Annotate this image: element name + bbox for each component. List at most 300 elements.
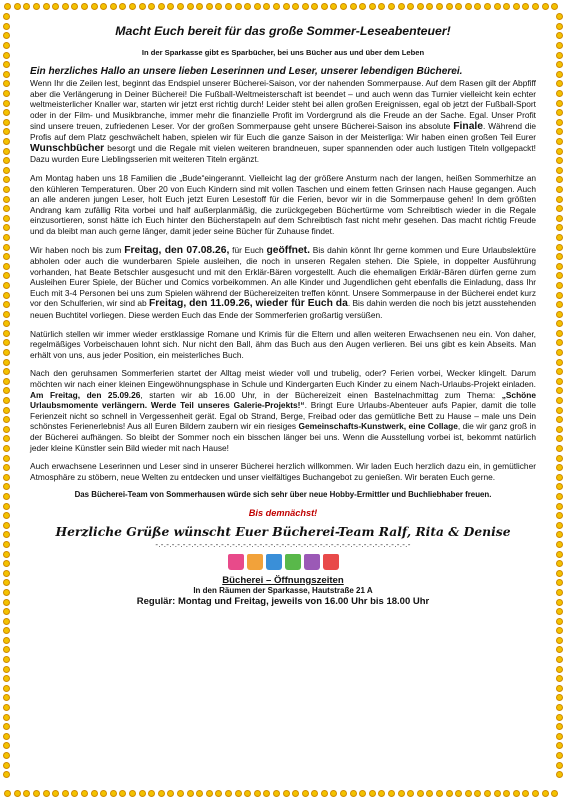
border-dot	[302, 790, 309, 797]
border-dot	[551, 790, 558, 797]
border-dot	[398, 790, 405, 797]
border-dot	[436, 3, 443, 10]
border-dot	[3, 752, 10, 759]
border-dot	[3, 186, 10, 193]
border-dot	[556, 723, 563, 730]
border-dot	[556, 292, 563, 299]
border-dot	[235, 3, 242, 10]
text: . Während die Profis auf dem Platz geschwächelt haben, spielen wir für Euch die ganze Saison in der Meisterliga: Wir haben einen großen Teil Eurer	[30, 120, 537, 143]
border-dot	[4, 790, 11, 797]
border-dot	[3, 71, 10, 78]
border-dot	[556, 599, 563, 606]
border-dot	[311, 790, 318, 797]
border-dot	[556, 445, 563, 452]
border-dot	[167, 3, 174, 10]
border-dot	[330, 790, 337, 797]
border-dot	[513, 3, 520, 10]
border-dot	[417, 3, 424, 10]
border-dot	[3, 13, 10, 20]
border-dot	[196, 790, 203, 797]
border-dot	[3, 656, 10, 663]
border-dot	[292, 790, 299, 797]
border-dot	[556, 464, 563, 471]
border-dot	[556, 186, 563, 193]
border-dot	[556, 512, 563, 519]
border-dot	[556, 311, 563, 318]
date-reopening: Freitag, den 11.09.26, wieder für Euch da	[148, 298, 348, 310]
border-dot	[3, 445, 10, 452]
border-dot	[3, 224, 10, 231]
border-dot	[556, 253, 563, 260]
border-dot	[33, 790, 40, 797]
border-dot	[556, 474, 563, 481]
border-dot	[556, 493, 563, 500]
border-dot	[3, 52, 10, 59]
border-dot	[455, 3, 462, 10]
border-dot	[4, 3, 11, 10]
text: für Euch	[229, 244, 267, 255]
border-dot	[556, 666, 563, 673]
border-dot	[91, 3, 98, 10]
border-dot	[148, 790, 155, 797]
border-dot	[556, 714, 563, 721]
border-dot	[3, 205, 10, 212]
border-dot	[556, 282, 563, 289]
border-dot	[556, 742, 563, 749]
border-dot	[378, 790, 385, 797]
border-dot	[446, 3, 453, 10]
border-dot	[542, 790, 549, 797]
border-dot	[215, 3, 222, 10]
border-dot	[3, 61, 10, 68]
border-dot	[556, 579, 563, 586]
book-icon	[266, 554, 282, 570]
border-dot	[3, 426, 10, 433]
border-dot	[455, 790, 462, 797]
border-dot	[3, 723, 10, 730]
border-dot	[3, 32, 10, 39]
book-row-icon	[30, 554, 536, 572]
text: , die wir ganz groß in der Bücherei aufhängen. So bleibt der Sommer noch ein bisschen länger bei uns. Wenn die Ausstellung vorbei ist, bekommt natürlich jeder kleine Künstler sein Bild wieder mit nach Hause!	[30, 421, 536, 453]
border-dot	[62, 3, 69, 10]
border-dot	[321, 790, 328, 797]
border-dot	[158, 3, 165, 10]
border-dot	[3, 714, 10, 721]
border-dot	[263, 790, 270, 797]
border-dot	[3, 646, 10, 653]
project-title: „Schöne Urlaubsmomente verlängern. Werde Teil unseres Galerie-Projekts!“	[30, 389, 536, 411]
border-dot	[283, 790, 290, 797]
paragraph-monday: Am Montag haben uns 18 Familien die „Bude“eingerannt. Vielleicht lag der größere Ansturm nach der langen, heißen Sommerhitze an den kühleren Temperaturen. Über 20 von Euch Kindern sind mit vollen Taschen und einem fetten Grinsen nach Hause gegangen. Auch an alle anderen jungen Leser, holt Euch jetzt Euren Lesestoff für die Ferien, bevor wir in die Sommerpause gehen! In dem größten Andrang kam zufällig Rita vorbei und half außerplanmäßig, die zurückgegeben Büchertürme vom Schreibtisch wieder in die Regale einzusortieren, sonst hätte ich Euch hinter den Bücherstapeln auf dem Schreibtisch fast nicht mehr gesehen. Das macht richtig Freude und da bleibt man auch gerne länger, damit jeder seine Bücher für Zuhause findet.	[30, 172, 536, 236]
border-dot	[436, 790, 443, 797]
border-dot	[556, 752, 563, 759]
border-dot	[556, 378, 563, 385]
border-dot	[225, 790, 232, 797]
border-dot	[556, 205, 563, 212]
border-dot	[3, 234, 10, 241]
border-bottom	[3, 790, 559, 797]
border-dot	[556, 416, 563, 423]
book-icon	[285, 554, 301, 570]
border-dot	[119, 3, 126, 10]
border-dot	[3, 694, 10, 701]
border-dot	[14, 790, 21, 797]
border-dot	[556, 42, 563, 49]
border-dot	[3, 742, 10, 749]
border-dot	[187, 790, 194, 797]
border-dot	[474, 790, 481, 797]
border-dot	[388, 3, 395, 10]
hours-regular: Regulär: Montag und Freitag, jeweils von 16.00 Uhr bis 18.00 Uhr	[136, 596, 430, 608]
border-dot	[3, 704, 10, 711]
border-dot	[3, 666, 10, 673]
border-dot	[129, 790, 136, 797]
border-dot	[91, 790, 98, 797]
border-dot	[350, 3, 357, 10]
border-dot	[100, 3, 107, 10]
border-dot	[556, 618, 563, 625]
border-dot	[378, 3, 385, 10]
border-dot	[81, 3, 88, 10]
border-dot	[3, 455, 10, 462]
border-dot	[3, 397, 10, 404]
border-dot	[23, 3, 30, 10]
text-wunschbuecher: Wunschbücher	[30, 142, 105, 154]
border-dot	[3, 733, 10, 740]
border-dot	[556, 704, 563, 711]
border-dot	[407, 790, 414, 797]
border-dot	[3, 551, 10, 558]
border-dot	[3, 244, 10, 251]
border-dot	[3, 196, 10, 203]
border-dot	[23, 790, 30, 797]
border-dot	[446, 790, 453, 797]
border-dot	[3, 320, 10, 327]
border-dot	[177, 3, 184, 10]
border-dot	[254, 790, 261, 797]
border-dot	[196, 3, 203, 10]
border-dot	[556, 90, 563, 97]
border-dot	[3, 368, 10, 375]
border-dot	[556, 397, 563, 404]
border-dot	[3, 675, 10, 682]
text: . Bis dahin werden die noch bis jetzt ausstehenden neuen Buchtitel vorliegen. Diese werden Euch das Ende der Sommerferien großartig versüßen.	[30, 298, 537, 321]
border-dot	[3, 42, 10, 49]
border-dot	[556, 771, 563, 778]
border-dot	[556, 244, 563, 251]
border-dot	[556, 551, 563, 558]
hours-location: In den Räumen der Sparkasse, Hautstraße 21 A	[193, 586, 373, 596]
border-dot	[359, 790, 366, 797]
newsletter-content	[30, 22, 536, 608]
border-dot	[556, 196, 563, 203]
border-dot	[3, 637, 10, 644]
border-dot	[556, 503, 563, 510]
border-dot	[3, 282, 10, 289]
border-dot	[3, 138, 10, 145]
border-dot	[215, 790, 222, 797]
border-dot	[100, 790, 107, 797]
date-craft: Am Freitag, den 25.09.26	[30, 389, 141, 400]
border-dot	[263, 3, 270, 10]
border-dot	[110, 790, 117, 797]
border-dot	[3, 560, 10, 567]
border-dot	[359, 3, 366, 10]
border-dot	[139, 3, 146, 10]
border-dot	[3, 253, 10, 260]
paragraph-open-dates	[30, 245, 536, 321]
border-dot	[3, 339, 10, 346]
border-dot	[556, 522, 563, 529]
border-dot	[556, 733, 563, 740]
border-dot	[81, 790, 88, 797]
border-dot	[556, 387, 563, 394]
border-dot	[340, 3, 347, 10]
border-dot	[556, 234, 563, 241]
border-dot	[556, 263, 563, 270]
border-dot	[551, 3, 558, 10]
border-dot	[3, 23, 10, 30]
border-dot	[14, 3, 21, 10]
border-dot	[556, 138, 563, 145]
border-dot	[33, 3, 40, 10]
border-dot	[3, 579, 10, 586]
border-dot	[556, 61, 563, 68]
border-dot	[3, 762, 10, 769]
border-dot	[513, 790, 520, 797]
book-icon	[323, 554, 339, 570]
border-dot	[311, 3, 318, 10]
border-dot	[556, 176, 563, 183]
text: besorgt und die Regale mit vielen weiteren brandneuen, super spannenden oder auch lustigen Titeln vollgepackt! Dazu wurden Eure Lieblingsserien mit weiteren Titeln ergänzt.	[30, 142, 536, 165]
border-dot	[556, 52, 563, 59]
border-dot	[3, 128, 10, 135]
border-dot	[556, 531, 563, 538]
border-dot	[3, 167, 10, 174]
border-dot	[556, 148, 563, 155]
border-dot	[542, 3, 549, 10]
border-dot	[556, 608, 563, 615]
border-dot	[556, 407, 563, 414]
border-dot	[465, 3, 472, 10]
border-dot	[503, 3, 510, 10]
book-icon	[247, 554, 263, 570]
border-dot	[556, 119, 563, 126]
border-dot	[119, 790, 126, 797]
border-dot	[3, 349, 10, 356]
text: Bis dahin könnt Ihr gerne kommen und Eure Urlaubslektüre abholen oder auch die wunderbaren Spiele ausleihen, die noch in unseren Regalen stehen. Die Spiele, in doppelter Ausführung vorhanden, hat Beate Betschler ausgesucht und mit den Erklär-Bären vorgestellt. Auch die ehemaligen Erklär-Bären dürfen gerne zum Ausleihen Eurer Spiele, der Bücher und Comics vorbeikommen. An alle Kinder und Jugendlichen geht ebenfalls die Einladung, dass Ihr Euch mit 3-4 Personen bei uns zum Spielen während der Büchereizeiten treffen könnt. Unsere Sommerpause in der Bücherei endet kurz vor den Schulferien, wir sind ab	[30, 244, 536, 309]
border-dot	[52, 790, 59, 797]
book-icon	[304, 554, 320, 570]
book-icon	[228, 554, 244, 570]
border-dot	[3, 435, 10, 442]
border-dot	[556, 685, 563, 692]
text: Wenn Ihr die Zeilen lest, beginnt das Endspiel unserer Bücherei-Saison, vor der nahenden Sommerpause. Auf dem Rasen gilt der Abpfiff aber die Verlängerung in Deiner Bücherei! Die Fußball-Weltmeisterschaft ist beendet – und auch wenn das Turnier vielleicht kein echter weltmeisterlicher Knaller war, starten wir jetzt erst richtig durch! Leider steht bei allen großen Ereignissen, egal ob jetzt der Fußball-Sport oder in der Film- und Musikbranche, immer mehr die finanzielle Profit im Vordergrund als die Freude an der Sache. Egal. Unser Profit sind unsere treuen, zufriedenen Leser. Vor der großen Sommerpause geht unsere Bücherei-Saison ins absolute	[30, 78, 536, 131]
team-line: Das Bücherei-Team von Sommerhausen würde sich sehr über neue Hobby-Ermittler und Buchliebhaber freuen.	[74, 490, 492, 500]
page-title: Macht Euch bereit für das große Sommer-Leseabenteuer!	[115, 24, 451, 38]
border-dot	[556, 426, 563, 433]
border-dot	[302, 3, 309, 10]
border-dot	[3, 541, 10, 548]
border-dot	[3, 387, 10, 394]
border-dot	[3, 148, 10, 155]
border-dot	[3, 301, 10, 308]
border-dot	[417, 790, 424, 797]
border-dot	[273, 790, 280, 797]
border-dot	[244, 790, 251, 797]
border-dot	[556, 368, 563, 375]
border-dot	[556, 109, 563, 116]
border-dot	[71, 3, 78, 10]
border-dot	[3, 100, 10, 107]
border-top	[3, 3, 559, 10]
border-dot	[426, 3, 433, 10]
border-dot	[556, 483, 563, 490]
border-dot	[3, 483, 10, 490]
border-dot	[129, 3, 136, 10]
border-dot	[62, 790, 69, 797]
border-dot	[556, 339, 563, 346]
paragraph-season-finale	[30, 78, 536, 165]
border-dot	[484, 790, 491, 797]
border-dot	[556, 637, 563, 644]
border-dot	[556, 646, 563, 653]
border-dot	[225, 3, 232, 10]
border-dot	[3, 627, 10, 634]
border-dot	[3, 512, 10, 519]
border-dot	[522, 3, 529, 10]
border-dot	[3, 311, 10, 318]
text-collage: Gemeinschafts-Kunstwerk, eine Collage	[298, 421, 458, 432]
border-dot	[187, 3, 194, 10]
border-dot	[556, 100, 563, 107]
border-dot	[556, 762, 563, 769]
border-dot	[556, 320, 563, 327]
border-dot	[465, 790, 472, 797]
border-dot	[388, 790, 395, 797]
border-dot	[148, 3, 155, 10]
border-dot	[556, 694, 563, 701]
border-dot	[3, 263, 10, 270]
border-dot	[206, 3, 213, 10]
border-dot	[556, 541, 563, 548]
subtitle: In der Sparkasse gibt es Sparbücher, bei uns Bücher aus und über dem Leben	[141, 47, 425, 57]
border-dot	[3, 407, 10, 414]
date-closing: Freitag, den 07.08.26,	[124, 244, 230, 256]
border-dot	[3, 330, 10, 337]
border-dot	[350, 790, 357, 797]
border-dot	[369, 3, 376, 10]
border-dot	[71, 790, 78, 797]
border-dot	[556, 224, 563, 231]
border-dot	[556, 435, 563, 442]
border-dot	[556, 13, 563, 20]
border-dot	[556, 157, 563, 164]
border-dot	[3, 176, 10, 183]
border-dot	[3, 90, 10, 97]
border-dot	[3, 464, 10, 471]
text-finale: Finale	[453, 120, 484, 132]
border-dot	[3, 599, 10, 606]
border-dot	[3, 570, 10, 577]
text: . Bringt Eure Urlaubs-Abenteuer aufs Papier, damit die tolle Ferienzeit nicht so schnell in Vergessenheit gerät. Egal ob Strand, Berge, Freibad oder das gemütliche Bett zu Hause – male uns Dein schönstes Ferienerlebnis! Aus all Euren Bildern zaubern wir ein riesiges	[30, 400, 536, 432]
border-dot	[3, 119, 10, 126]
border-dot	[244, 3, 251, 10]
border-dot	[556, 128, 563, 135]
border-left	[3, 12, 10, 780]
text: Nach den geruhsamen Sommerferien startet der Alltag meist wieder voll und trubelig, oder? Ferien vorbei, Wecker klingelt. Darum möchten wir nach einer kleinen Eingewöhnungsphase in Schule und Kindergarten Euch Kinder zu einem Nach-Urlaubs-Projekt einladen.	[30, 368, 536, 390]
border-dot	[556, 32, 563, 39]
see-you-soon: Bis demnächst!	[248, 507, 318, 518]
border-dot	[556, 570, 563, 577]
border-dot	[3, 531, 10, 538]
border-dot	[283, 3, 290, 10]
border-dot	[3, 503, 10, 510]
border-dot	[398, 3, 405, 10]
border-dot	[3, 522, 10, 529]
border-dot	[556, 71, 563, 78]
border-dot	[52, 3, 59, 10]
border-dot	[556, 167, 563, 174]
border-dot	[494, 3, 501, 10]
border-dot	[206, 790, 213, 797]
border-right	[556, 12, 563, 780]
border-dot	[3, 272, 10, 279]
border-dot	[3, 157, 10, 164]
border-dot	[556, 272, 563, 279]
border-dot	[292, 3, 299, 10]
border-dot	[3, 292, 10, 299]
border-dot	[3, 215, 10, 222]
border-dot	[3, 589, 10, 596]
border-dot	[532, 790, 539, 797]
paragraph-craft-project	[30, 368, 536, 453]
border-dot	[556, 349, 563, 356]
text-open: geöffnet.	[266, 244, 310, 256]
lead-greeting: Ein herzliches Hallo an unsere lieben Leserinnen und Leser, unserer lebendigen Bücherei.	[30, 66, 463, 78]
border-dot	[426, 790, 433, 797]
border-dot	[235, 790, 242, 797]
border-dot	[110, 3, 117, 10]
border-dot	[340, 790, 347, 797]
border-dot	[556, 23, 563, 30]
border-dot	[556, 589, 563, 596]
border-dot	[532, 3, 539, 10]
border-dot	[3, 493, 10, 500]
hours-title: Bücherei – Öffnungszeiten	[222, 574, 344, 586]
border-dot	[43, 3, 50, 10]
border-dot	[139, 790, 146, 797]
border-dot	[474, 3, 481, 10]
border-dot	[3, 685, 10, 692]
border-dot	[556, 627, 563, 634]
border-dot	[556, 330, 563, 337]
border-dot	[3, 109, 10, 116]
paragraph-adults-books: Natürlich stellen wir immer wieder erstklassige Romane und Krimis für die Eltern und allen weiteren Erwachsenen neu ein. Von daher, regelmäßiges Vorbeischauen lohnt sich. Nur nicht den Ball, ähm das Buch aus den Augen verlieren. Bei uns gibt es kein Abseits. Man erhält von uns, aus jeder Position, ein meisterliches Buch.	[30, 328, 536, 360]
border-dot	[167, 790, 174, 797]
border-dot	[556, 656, 563, 663]
border-dot	[3, 618, 10, 625]
border-dot	[556, 215, 563, 222]
text: Wir haben noch bis zum	[30, 244, 125, 255]
paragraph-adults-welcome: Auch erwachsene Leserinnen und Leser sind in unserer Bücherei herzlich willkommen. Wir laden Euch herzlich dazu ein, in gemütlicher Atmosphäre zu stöbern, neue Welten zu entdecken und unser vielfältiges Buchangebot zu genießen. Wir beraten Euch gerne.	[30, 461, 536, 482]
border-dot	[43, 790, 50, 797]
border-dot	[3, 474, 10, 481]
border-dot	[522, 790, 529, 797]
greeting-signature: Herzliche Grüße wünscht Euer Bücherei-Team Ralf, Rita & Denise	[55, 523, 511, 539]
border-dot	[273, 3, 280, 10]
border-dot	[556, 560, 563, 567]
